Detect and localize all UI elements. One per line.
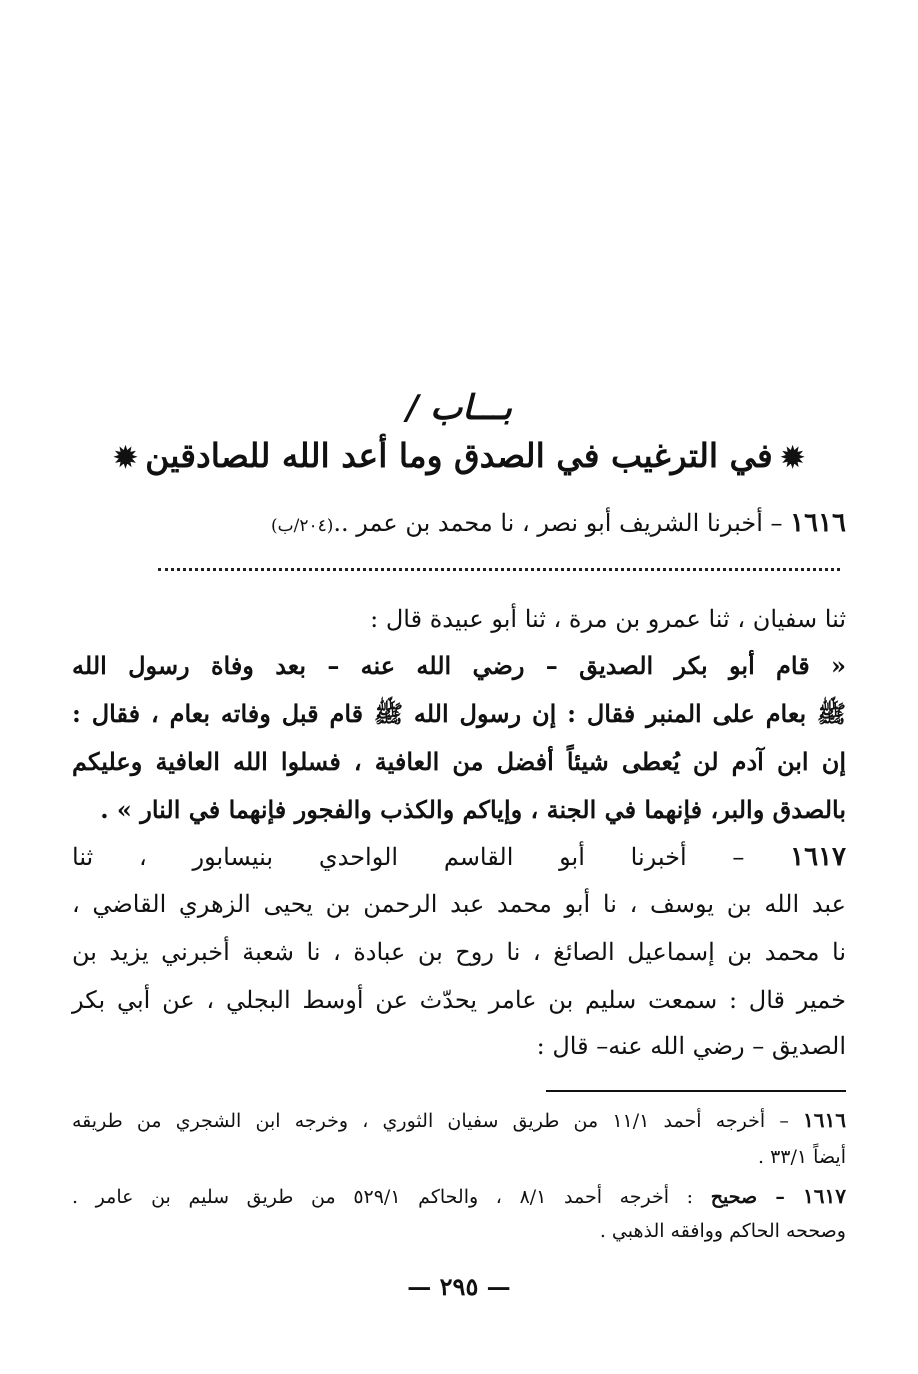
footnote-1616-line [72, 1108, 846, 1133]
hadith-chain-text: – أخبرنا أبو القاسم الواحدي بنيسابور ، ثنا [72, 843, 791, 871]
chapter-heading-word: بـــاب / [406, 388, 512, 428]
page-number: — ٢٩٥ — [407, 1272, 511, 1301]
chapter-title-text: في الترغيب في الصدق وما أعد الله للصادقين [145, 436, 773, 475]
hadith-1616-intro-line [72, 508, 846, 539]
hadith-chain-line: عبد الله بن يوسف ، نا أبو محمد عبد الرحمن بن يحيى الزهري القاضي ، [72, 890, 846, 918]
hadith-1616-chain-line: ثنا سفيان ، ثنا عمرو بن مرة ، ثنا أبو عبيدة قال : [370, 605, 846, 633]
chapter-title [0, 436, 918, 475]
hadith-1617-intro-line [72, 842, 846, 873]
footnote-separator [546, 1090, 846, 1092]
footnote-1617-line [72, 1184, 846, 1209]
manuscript-folio-ref: (٢٠٤/ب) [270, 516, 334, 536]
hadith-chain-line: نا محمد بن إسماعيل الصائغ ، نا روح بن عبادة ، نا شعبة أخبرني يزيد بن [72, 938, 846, 966]
hadith-chain-line: خمير قال : سمعت سليم بن عامر يحدّث عن أوسط البجلي ، عن أبي بكر [72, 986, 846, 1014]
hadith-text-line: إن ابن آدم لن يُعطى شيئاً أفضل من العافية ، فسلوا الله العافية وعليكم [72, 747, 846, 776]
star-ornament-icon: ✹ [780, 441, 805, 474]
footnote-grade-label: – صحيح [710, 1186, 804, 1208]
footnote-number: ١٦١٧ [803, 1184, 846, 1208]
hadith-text-line: « قام أبو بكر الصديق – رضي الله عنه – بعد وفاة رسول الله [72, 651, 846, 680]
hadith-chain-text: – أخبرنا الشريف أبو نصر ، نا محمد بن عمر .. [333, 509, 791, 537]
footnote-1616-line: أيضاً ٣٣/١ . [758, 1146, 846, 1168]
hadith-text-line: بالصدق والبر، فإنهما في الجنة ، وإياكم والكذب والفجور فإنهما في النار » . [100, 795, 846, 824]
footnote-text: – أخرجه أحمد ١١/١ من طريق سفيان الثوري ، وخرجه ابن الشجري من طريقه [72, 1110, 804, 1132]
footnote-1617-line: وصححه الحاكم ووافقه الذهبي . [599, 1220, 846, 1242]
hadith-number: ١٦١٦ [790, 508, 846, 538]
footnote-number: ١٦١٦ [803, 1108, 846, 1132]
footnote-text: : أخرجه أحمد ٨/١ ، والحاكم ٥٢٩/١ من طريق سليم بن عامر . [72, 1186, 711, 1208]
star-ornament-icon: ✹ [113, 441, 138, 474]
missing-text-dotted-line [158, 568, 840, 571]
hadith-text-line: ﷺ بعام على المنبر فقال : إن رسول الله ﷺ قام قبل وفاته بعام ، فقال : [72, 699, 846, 728]
hadith-chain-line: الصديق – رضي الله عنه– قال : [536, 1032, 846, 1060]
hadith-number: ١٦١٧ [790, 842, 846, 872]
